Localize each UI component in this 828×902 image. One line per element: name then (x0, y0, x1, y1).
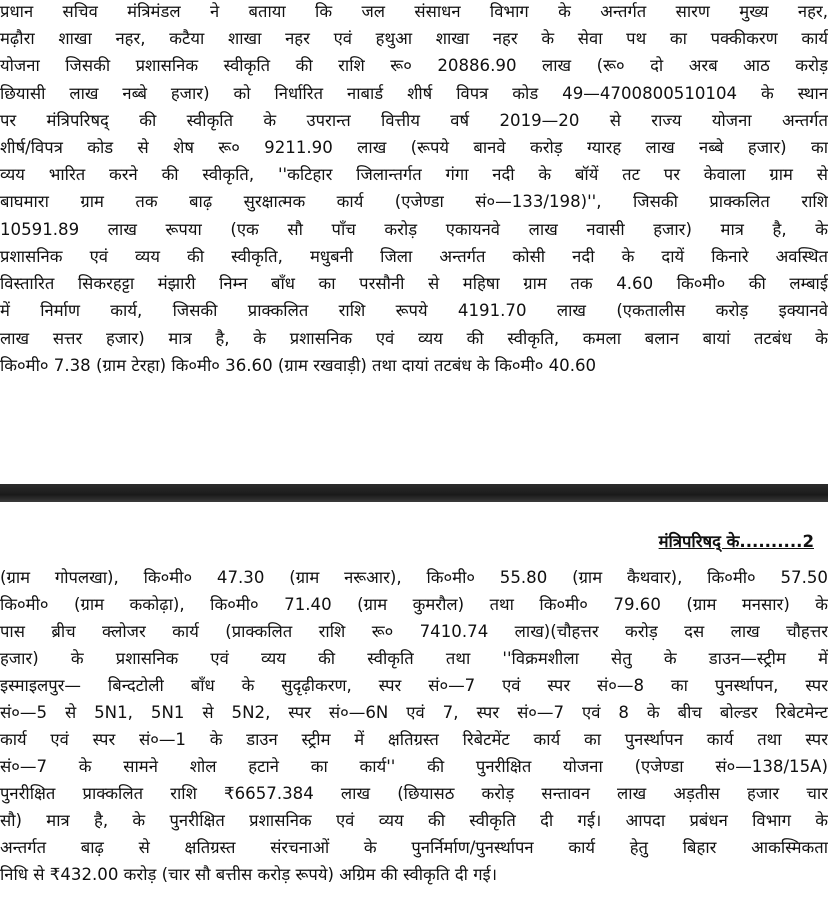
text-line: हजार) के प्रशासनिक एवं व्यय की स्वीकृति तथा ''विक्रमशीला सेतु के डाउन—स्ट्रीम में (0, 649, 828, 668)
text-line: विस्तारित सिकरहट्टा मंझारी निम्न बाँध का परसौनी से महिषा ग्राम तक 4.60 कि०मी० की लम्बाई (0, 274, 828, 293)
text-line: मढ़ौरा शाखा नहर, कटैया शाखा नहर एवं हथुआ शाखा नहर के सेवा पथ का पक्कीकरण कार्य (0, 29, 828, 48)
text-line: इस्माइलपुर— बिन्दटोली बाँध के सुदृढ़ीकरण, स्पर सं०—7 एवं स्पर सं०—8 का पुनर्स्थापन, स्पर (0, 676, 828, 695)
page-divider (0, 484, 828, 502)
text-line: योजना जिसकी प्रशासनिक स्वीकृति की राशि रू० 20886.90 लाख (रू० दो अरब आठ करोड़ (0, 56, 828, 75)
page-continuation-marker: मंत्रिपरिषद् के..........2 (658, 532, 814, 551)
text-line: सं०—5 से 5N1, 5N1 से 5N2, स्पर सं०—6N एवं 7, स्पर सं०—7 एवं 8 के बीच बोल्डर रिबेटमेन्ट (0, 703, 828, 722)
text-line: (ग्राम गोपलखा), कि०मी० 47.30 (ग्राम नरूआर), कि०मी० 55.80 (ग्राम कैथवार), कि०मी० 57.50 (0, 568, 828, 587)
text-line: कि०मी० 7.38 (ग्राम टेरहा) कि०मी० 36.60 (ग्राम रखवाड़ी) तथा दायां तटबंध के कि०मी० 40.60 (0, 356, 597, 375)
text-line: बाघमारा ग्राम तक बाढ़ सुरक्षात्मक कार्य (एजेण्डा सं०—133/198)'', जिसकी प्राक्कलित राशि (0, 192, 828, 211)
text-line: प्रशासनिक एवं व्यय की स्वीकृति, मधुबनी जिला अन्तर्गत कोसी नदी के दायें किनारे अवस्थित (0, 247, 828, 266)
text-line: निधि से ₹432.00 करोड़ (चार सौ बत्तीस करोड़ रूपये) अग्रिम की स्वीकृति दी गई। (0, 865, 497, 884)
text-line: व्यय भारित करने की स्वीकृति, ''कटिहार जिलान्तर्गत गंगा नदी के बॉयें तट पर केवाला ग्राम से (0, 165, 828, 184)
text-line: लाख सत्तर हजार) मात्र है, के प्रशासनिक एवं व्यय की स्वीकृति, कमला बलान बायां तटबंध के (0, 329, 828, 348)
text-line: पास ब्रीच क्लोजर कार्य (प्राक्कलित राशि रू० 7410.74 लाख)(चौहत्तर करोड़ दस लाख चौहत्तर (0, 622, 828, 641)
text-line: कि०मी० (ग्राम ककोढ़ा), कि०मी० 71.40 (ग्राम कुमरौल) तथा कि०मी० 79.60 (ग्राम मनसार) के (0, 595, 828, 614)
text-line: शीर्ष/विपत्र कोड से शेष रू० 9211.90 लाख (रूपये बानवे करोड़ ग्यारह लाख नब्बे हजार) का (0, 138, 828, 157)
text-line: सौ) मात्र है, के पुनरीक्षित प्रशासनिक एवं व्यय की स्वीकृति दी गई। आपदा प्रबंधन विभाग के (0, 811, 828, 830)
text-line: पर मंत्रिपरिषद् की स्वीकृति के उपरान्त वित्तीय वर्ष 2019—20 से राज्य योजना अन्तर्गत (0, 111, 828, 130)
text-line: में निर्माण कार्य, जिसकी प्राक्कलित राशि रूपये 4191.70 लाख (एकतालीस करोड़ इक्यानवे (0, 301, 828, 320)
text-line: कार्य एवं स्पर सं०—1 के डाउन स्ट्रीम में क्षतिग्रस्त रिबेटमेंट कार्य का पुनर्स्थापन कार्य तथा स्पर (0, 730, 828, 749)
text-line: छियासी लाख नब्बे हजार) को निर्धारित नाबार्ड शीर्ष विपत्र कोड 49—4700800510104 के स्थान (0, 84, 828, 103)
text-line: प्रधान सचिव मंत्रिमंडल ने बताया कि जल संसाधन विभाग के अन्तर्गत सारण मुख्य नहर, (0, 2, 828, 21)
text-line: 10591.89 लाख रूपया (एक सौ पाँच करोड़ एकायनवे लाख नवासी हजार) मात्र है, के (0, 220, 828, 239)
text-line: सं०—7 के सामने शोल हटाने का कार्य'' की पुनरीक्षित योजना (एजेण्डा सं०—138/15A) (0, 757, 828, 776)
text-line: अन्तर्गत बाढ़ से क्षतिग्रस्त संरचनाओं के पुनर्निर्माण/पुनर्स्थापन कार्य हेतु बिहार आकस्मिकता (0, 838, 828, 857)
lower-page (0, 502, 828, 902)
text-line: पुनरीक्षित प्राक्कलित राशि ₹6657.384 लाख (छियासठ करोड़ सन्तावन लाख अड़तीस हजार चार (0, 784, 828, 803)
